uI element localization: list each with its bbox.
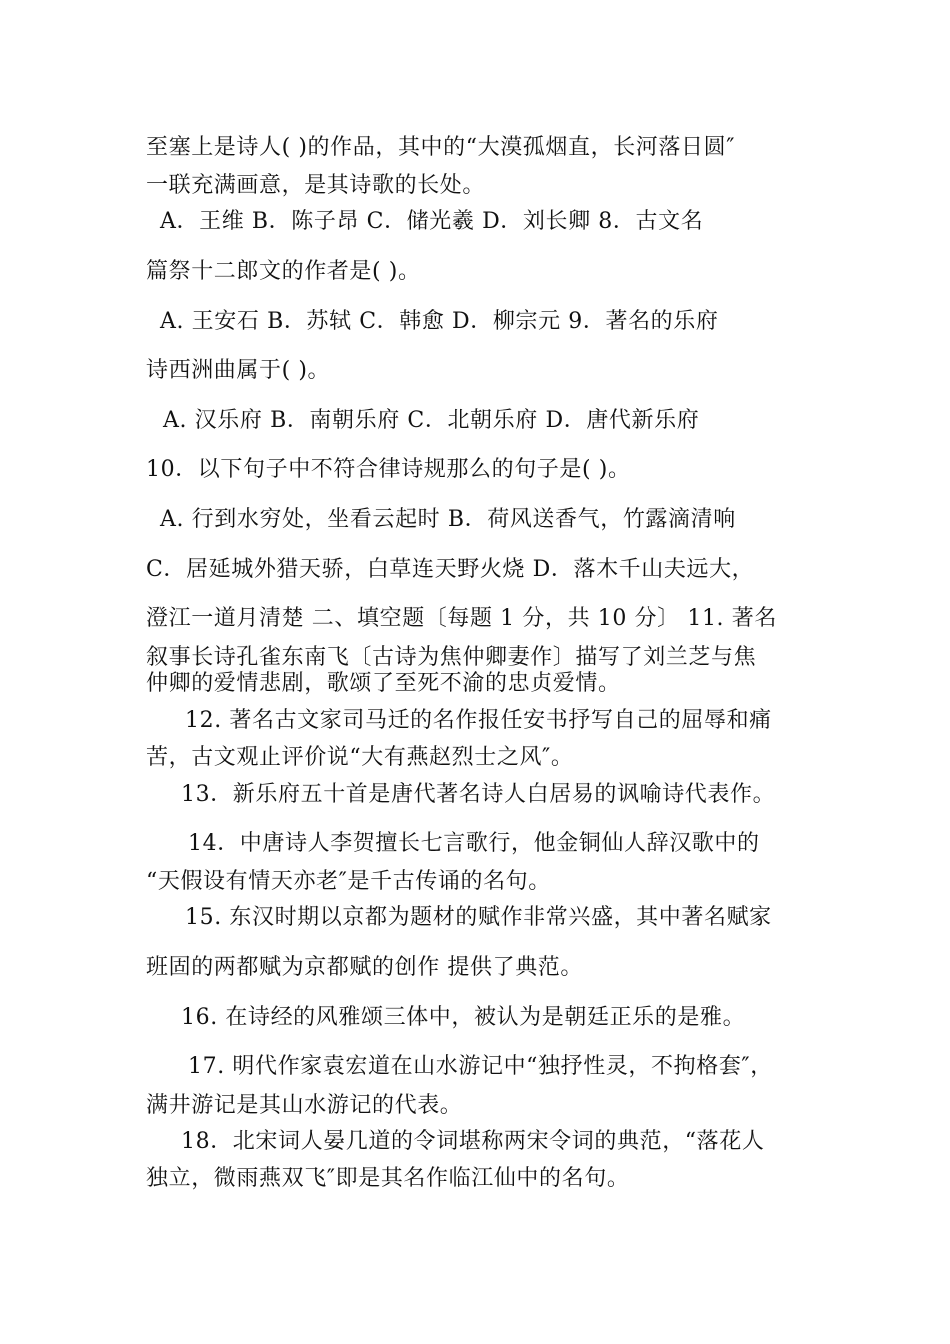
text-line-6: 诗西洲曲属于( )。	[146, 358, 331, 383]
text-line-14: 12. 著名古文家司马迁的名作报任安书抒写自己的屈辱和痛	[185, 708, 772, 733]
text-line-4: 篇祭十二郎文的作者是( )。	[146, 259, 421, 284]
text-line-7: A. 汉乐府 B．南朝乐府 C．北朝乐府 D．唐代新乐府	[163, 408, 700, 433]
text-line-10: C．居延城外猎天骄，白草连天野火烧 D．落木千山夫远大，	[146, 557, 755, 582]
text-line-19: 15. 东汉时期以京都为题材的赋作非常兴盛，其中著名赋家	[185, 905, 772, 930]
text-line-15: 苦，古文观止评价说“大有燕赵烈士之风″。	[146, 745, 574, 770]
text-line-18: “天假设有情天亦老″是千古传诵的名句。	[146, 869, 551, 894]
text-line-3: A．王维 B．陈子昂 C．储光羲 D．刘长卿 8．古文名	[160, 209, 704, 234]
text-line-8: 10．以下句子中不符合律诗规那么的句子是( )。	[146, 457, 631, 482]
text-line-24: 18．北宋词人晏几道的令词堪称两宋令词的典范，“落花人	[181, 1129, 765, 1154]
text-line-16: 13．新乐府五十首是唐代著名诗人白居易的讽喻诗代表作。	[181, 782, 776, 807]
text-line-20: 班固的两都赋为京都赋的创作 提供了典范。	[146, 955, 583, 980]
text-line-9: A. 行到水穷处，坐看云起时 B．荷风送香气，竹露滴清响	[160, 507, 736, 532]
text-line-2: 一联充满画意，是其诗歌的长处。	[146, 173, 486, 198]
text-line-11: 澄江一道月清楚 二、填空题〔每题 1 分，共 10 分〕 11. 著名	[146, 606, 777, 631]
text-line-13: 仲卿的爱情悲剧，歌颂了至死不渝的忠贞爱情。	[146, 671, 621, 696]
text-line-21: 16. 在诗经的风雅颂三体中，被认为是朝廷正乐的是雅。	[181, 1005, 746, 1030]
text-line-1: 至塞上是诗人( )的作品，其中的“大漠孤烟直，长河落日圆″	[146, 135, 736, 160]
text-line-17: 14．中唐诗人李贺擅长七言歌行，他金铜仙人辞汉歌中的	[188, 831, 760, 856]
text-line-25: 独立，微雨燕双飞″即是其名作临江仙中的名句。	[146, 1166, 630, 1191]
text-line-5: A. 王安石 B．苏轼 C．韩愈 D．柳宗元 9．著名的乐府	[160, 309, 719, 334]
text-line-23: 满井游记是其山水游记的代表。	[146, 1093, 463, 1118]
text-line-12: 叙事长诗孔雀东南飞〔古诗为焦仲卿妻作〕描写了刘兰芝与焦	[146, 645, 757, 670]
text-line-22: 17. 明代作家袁宏道在山水游记中“独抒性灵，不拘格套″，	[188, 1054, 773, 1079]
